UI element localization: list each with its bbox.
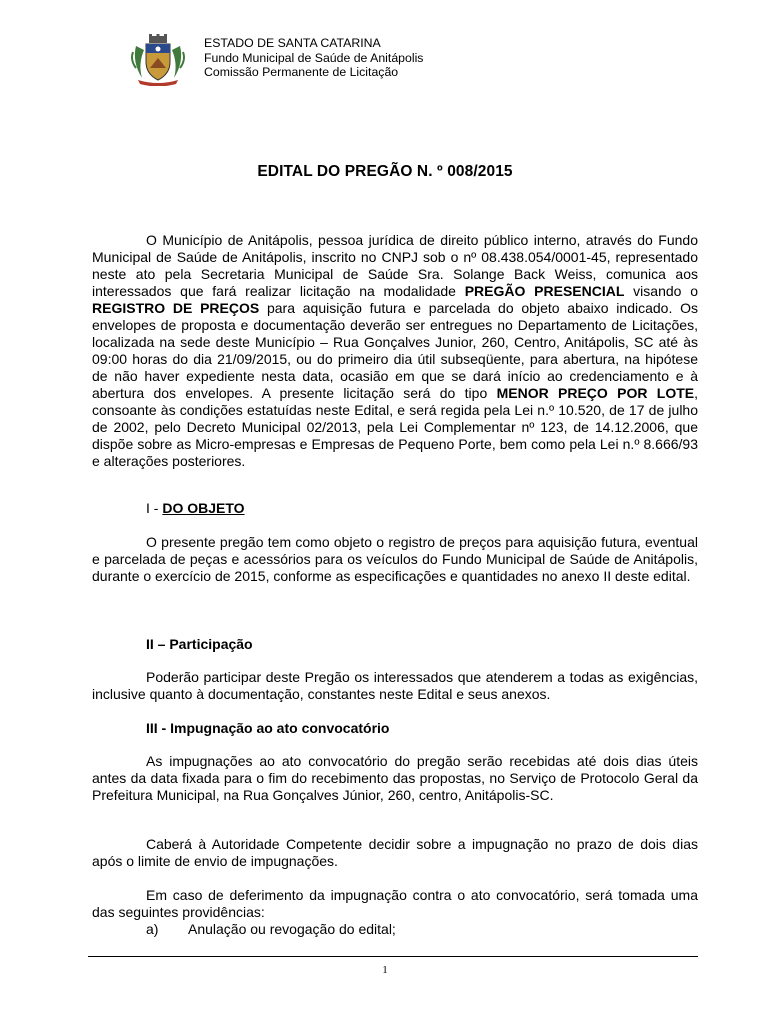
section-3-paragraph-3: Em caso de deferimento da impugnação contra o ato convocatório, será tomada uma das seguintes providências: — [92, 887, 698, 920]
list-item — [92, 921, 698, 938]
section-2-heading: II – Participação — [146, 636, 253, 652]
section-3-paragraph-2-block — [92, 836, 698, 870]
section-1-heading-block — [92, 500, 698, 517]
section-1-heading-text: DO OBJETO — [162, 500, 245, 516]
section-2-body-block — [92, 669, 698, 703]
section-3-paragraph-1-block — [92, 753, 698, 804]
list-item-marker: a) — [146, 921, 159, 937]
municipal-coat-of-arms-icon — [130, 34, 186, 86]
fund-name: Fundo Municipal de Saúde de Anitápolis — [204, 50, 424, 65]
section-3-paragraph-1: As impugnações ao ato convocatório do pregão serão recebidas até dois dias úteis antes da data fixada para o fim do recebimento das propostas, no Serviço de Protocolo Geral da Prefeitura Municipal, na Rua Gonçalves Júnior, 260, centro, Anitápolis-SC. — [92, 753, 698, 803]
intro-text-2: visando o — [624, 283, 698, 299]
section-3-heading-block — [92, 720, 698, 737]
section-2-body: Poderão participar deste Pregão os interessados que atenderem a todas as exigências, inclusive quanto à documentação, constantes neste Edital e seus anexos. — [92, 669, 698, 702]
section-2-heading-block — [92, 636, 698, 653]
intro-paragraph — [92, 232, 698, 470]
letterhead-text — [204, 36, 604, 80]
page-number: 1 — [382, 964, 388, 976]
section-3-paragraph-2: Caberá à Autoridade Competente decidir sobre a impugnação no prazo de dois dias após o limite de envio de impugnações. — [92, 836, 698, 869]
section-1-heading — [92, 500, 698, 517]
commission-name: Comissão Permanente de Licitação — [204, 65, 399, 79]
registry-bold: REGISTRO DE PREÇOS — [92, 300, 260, 316]
section-1-body-block — [92, 534, 698, 585]
section-3-paragraph-3-block — [92, 887, 698, 938]
modality-bold: PREGÃO PRESENCIAL — [464, 283, 625, 299]
list-item-text: Anulação ou revogação do edital; — [188, 921, 396, 937]
state-name: ESTADO DE SANTA CATARINA — [204, 36, 381, 50]
intro-paragraph-block — [92, 232, 698, 470]
section-3-heading: III - Impugnação ao ato convocatório — [146, 720, 390, 736]
intro-text-1: O Município de Anitápolis, pessoa jurídica de direito público interno, através do Fundo Municipal de Saúde de Anitápolis, inscrito no CNPJ sob o nº 08.438.054/0001-45, representado neste ato pela Secretaria Municipal de Saúde Sra. Solange Back Weiss, comunica aos interessados que fará realizar licitação na modalidade — [92, 232, 698, 299]
type-bold: MENOR PREÇO POR LOTE — [496, 385, 695, 401]
section-1-prefix: I - — [146, 500, 163, 516]
intro-text-4: , consoante às condições estatuídas neste Edital, e será regida pela Lei n.º 10.520, de 17 de julho de 2002, pelo Decreto Municipal 02/2013, pela Lei Complementar nº 123, de 14.12.2006, que dispõe sobre as Micro-empresas e Empresas de Pequeno Porte, bem como pela Lei n.º 8.666/93 e alterações posteriores. — [92, 385, 699, 469]
footer-divider — [88, 956, 698, 957]
section-1-body: O presente pregão tem como objeto o registro de preços para aquisição futura, eventual e parcelada de peças e acessórios para os veículos do Fundo Municipal de Saúde de Anitápolis, durante o exercício de 2015, conforme as especificações e quantidades no anexo II deste edital. — [92, 534, 698, 584]
document-title: EDITAL DO PREGÃO N. º 008/2015 — [257, 163, 513, 180]
intro-text-3: para aquisição futura e parcelada do objeto abaixo indicado. Os envelopes de proposta e documentação deverão ser entregues no Departamento de Licitações, localizada na sede deste Município – Rua Gonçalves Junior, 260, Centro, Anitápolis, SC até às 09:00 horas do dia 21/09/2015, ou do primeiro dia útil subseqüente, para abertura, na hipótese de não haver expediente nesta data, ocasião em que se dará início ao credenciamento e à abertura dos envelopes. A presente licitação será do tipo — [92, 300, 699, 401]
